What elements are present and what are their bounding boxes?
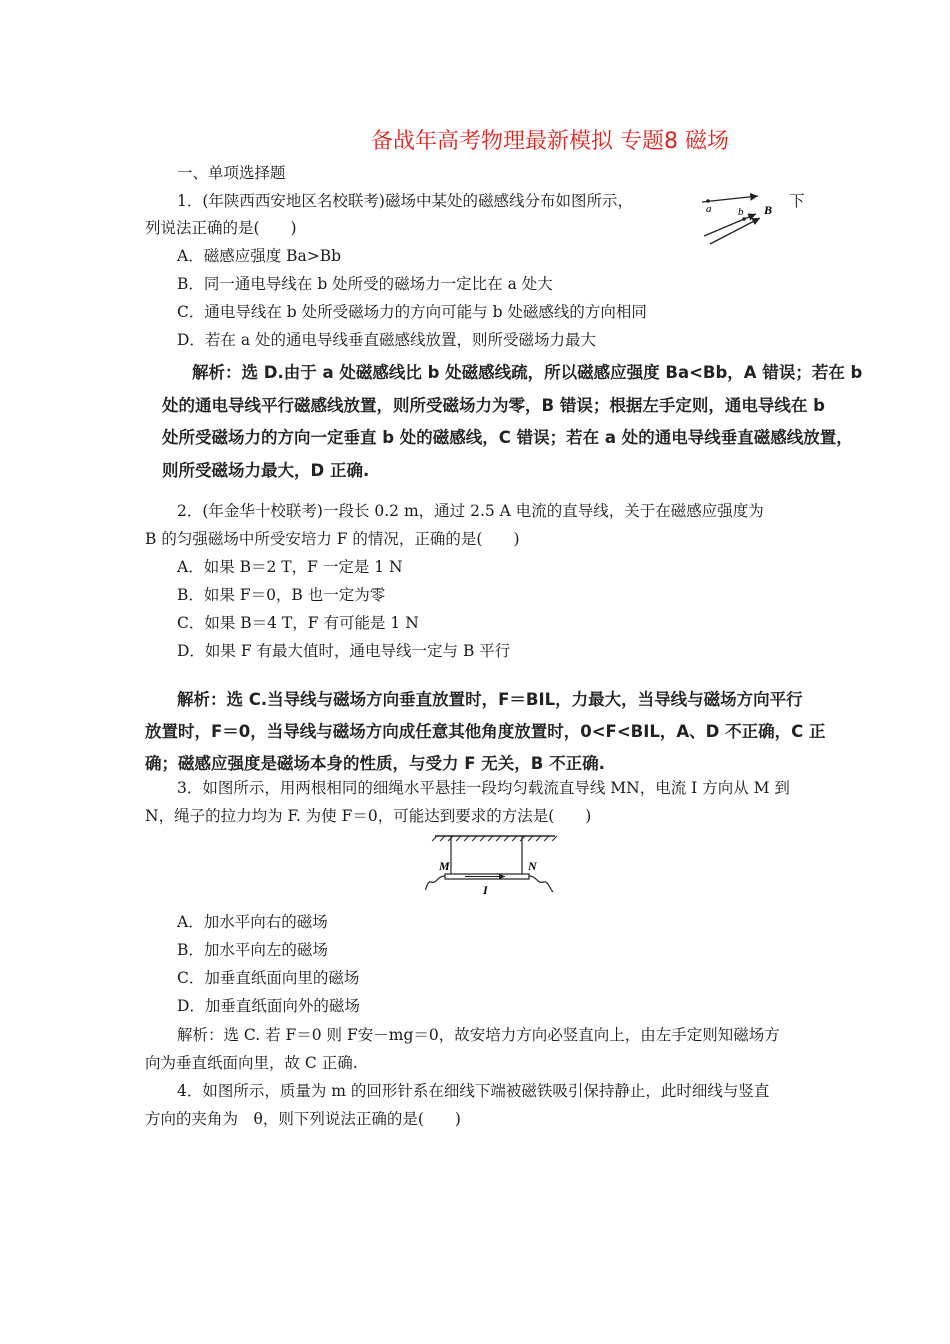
q2-analysis-line1: 解析：选 C.当导线与磁场方向垂直放置时，F＝BIL，力最大，当导线与磁场方向平行: [177, 690, 803, 709]
q2-analysis-line2: 放置时，F＝0，当导线与磁场方向成任意其他角度放置时，0<F<BIL，A、D 不正确，C 正: [145, 722, 826, 741]
q1-analysis-line2: 处的通电导线平行磁感线放置，则所受磁场力为零，B 错误；根据左手定则，通电导线在 b: [162, 396, 825, 415]
q3-stem-line1: 3．如图所示，用两根相同的细绳水平悬挂一段均匀载流直导线 MN，电流 I 方向从 M 到: [177, 779, 790, 797]
q1-stem-line1: 1．(年陕西西安地区名校联考)磁场中某处的磁感线分布如图所示，: [177, 192, 633, 210]
q3-analysis-line2: 向为垂直纸面向里，故 C 正确.: [145, 1054, 358, 1072]
q2-stem-line2: B 的匀强磁场中所受安培力 F 的情况，正确的是( ): [145, 530, 520, 548]
q3-hanging-wire-figure: [425, 832, 565, 902]
q2-option-a: A．如果 B＝2 T，F 一定是 1 N: [177, 558, 403, 576]
q3-option-d: D．加垂直纸面向外的磁场: [177, 997, 360, 1015]
q1-analysis-line3: 处所受磁场力的方向一定垂直 b 处的磁感线，C 错误；若在 a 处的通电导线垂直磁感线放置，: [162, 428, 853, 447]
q2-analysis-line3: 确；磁感应强度是磁场本身的性质，与受力 F 无关，B 不正确.: [145, 754, 605, 773]
section-heading: 一、单项选择题: [177, 164, 286, 182]
q1-field-lines-figure: [700, 188, 790, 248]
q1-option-c: C．通电导线在 b 处所受磁场力的方向可能与 b 处磁感线的方向相同: [177, 303, 647, 321]
q1-option-d: D．若在 a 处的通电导线垂直磁感线放置，则所受磁场力最大: [177, 331, 597, 349]
q2-option-c: C．如果 B＝4 T，F 有可能是 1 N: [177, 614, 419, 632]
q4-stem-line2: 方向的夹角为 θ，则下列说法正确的是( ): [145, 1110, 461, 1128]
q1-label-B: B: [764, 203, 773, 217]
q3-stem-line2: N，绳子的拉力均为 F. 为使 F＝0，可能达到要求的方法是( ): [145, 807, 592, 825]
q3-option-a: A．加水平向右的磁场: [177, 913, 328, 931]
page-title: 备战年高考物理最新模拟 专题8 磁场: [371, 129, 729, 154]
q3-label-M: M: [439, 859, 450, 873]
q3-option-b: B．加水平向左的磁场: [177, 941, 328, 959]
q1-label-a: a: [706, 203, 712, 215]
q1-analysis-line1: 解析：选 D.由于 a 处磁感线比 b 处磁感线疏，所以磁感应强度 Ba<Bb，A 错误；若在 b: [192, 363, 863, 382]
q2-option-d: D．如果 F 有最大值时，通电导线一定与 B 平行: [177, 642, 511, 660]
q1-label-b: b: [738, 206, 744, 218]
q2-option-b: B．如果 F＝0，B 也一定为零: [177, 586, 386, 604]
q4-stem-line1: 4．如图所示，质量为 m 的回形针系在细线下端被磁铁吸引保持静止，此时细线与竖直: [177, 1082, 770, 1100]
q1-stem-tail: 下: [789, 192, 805, 210]
q3-option-c: C．加垂直纸面向里的磁场: [177, 969, 360, 987]
q1-analysis-line4: 则所受磁场力最大，D 正确.: [162, 461, 370, 480]
q2-stem-line1: 2．(年金华十校联考)一段长 0.2 m，通过 2.5 A 电流的直导线，关于在磁感应强度为: [177, 502, 764, 520]
q3-analysis-line1: 解析：选 C. 若 F＝0 则 F安－mg＝0，故安培力方向必竖直向上，由左手定则知磁场方: [177, 1026, 780, 1044]
q1-stem-line2: 列说法正确的是( ): [145, 219, 297, 237]
q3-label-N: N: [528, 859, 537, 873]
q1-option-a: A．磁感应强度 Ba>Bb: [177, 247, 342, 265]
q3-label-I: I: [483, 883, 488, 897]
q1-option-b: B．同一通电导线在 b 处所受的磁场力一定比在 a 处大: [177, 275, 553, 293]
